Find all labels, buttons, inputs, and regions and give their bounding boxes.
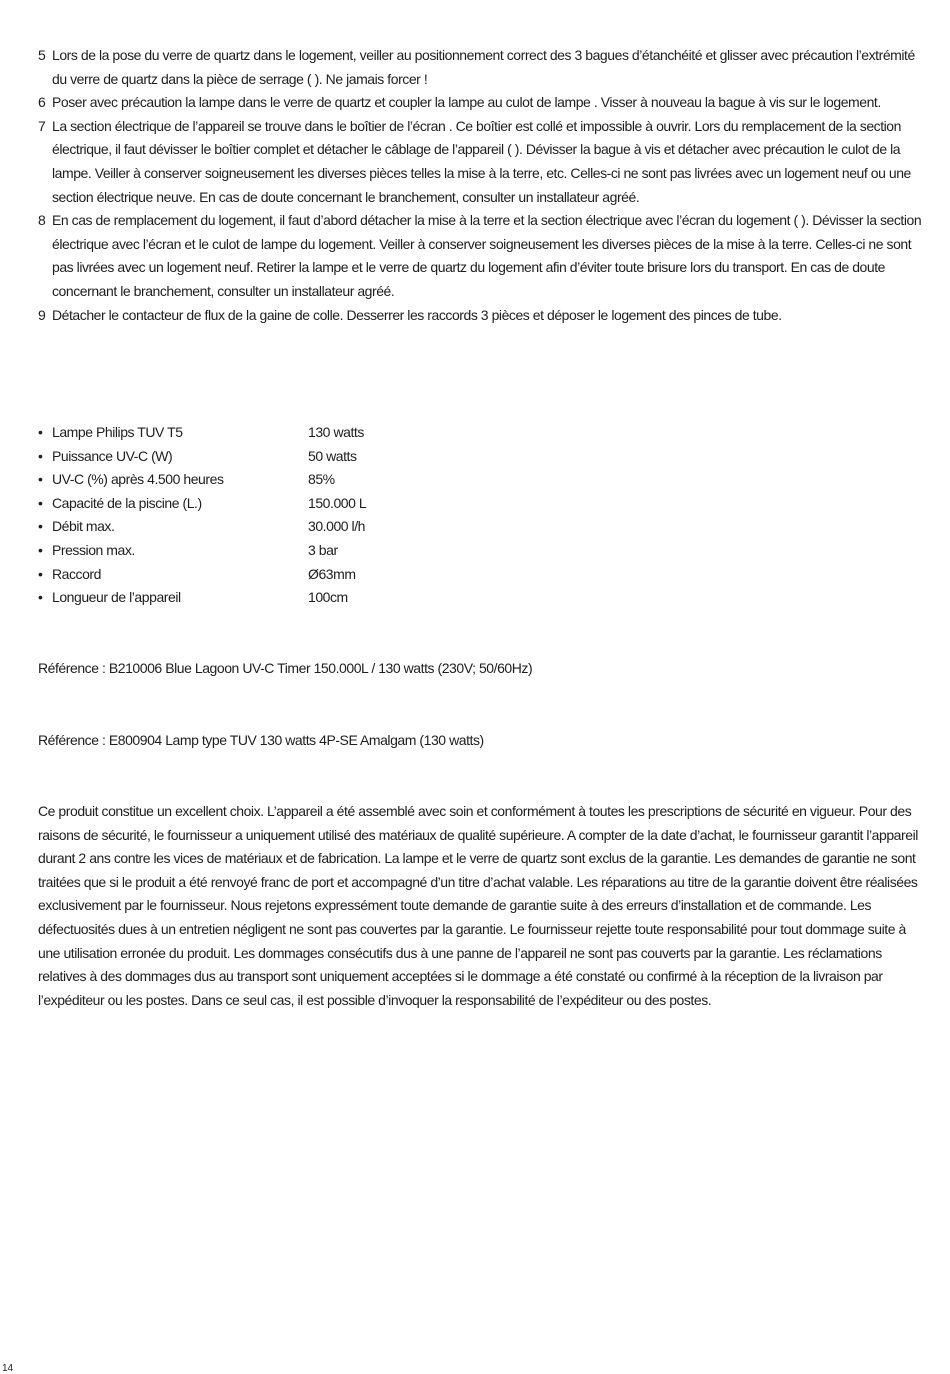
bullet-icon: • xyxy=(38,424,43,440)
step-9 xyxy=(38,304,923,328)
bullet-icon: • xyxy=(38,518,43,535)
spec-label: Pression max. xyxy=(52,541,135,558)
spec-value: Ø63mm xyxy=(308,565,356,582)
spec-value: 30.000 l/h xyxy=(308,518,365,535)
spec-label: Débit max. xyxy=(52,518,115,535)
bullet-icon: • xyxy=(38,494,43,511)
instruction-steps xyxy=(38,44,923,327)
step-number: 9 xyxy=(38,306,46,323)
warranty-paragraph: Ce produit constitue un excellent choix. L’appareil a été assemblé avec soin et conformément à toutes les prescriptions de sécurité en vigueur. Pour des raisons de sécurité, le fournisseur a uniquement utilisé des matériaux de qualité supérieure. A compter de la date d’achat, le fournisseur garantit l’appareil durant 2 ans contre les vices de matériaux et de fabrication. La lampe et le verre de quartz sont exclus de la garantie. Les demandes de garantie ne sont traitées que si le produit a été renvoyé franc de port et accompagné d’un titre d’achat valable. Les réparations au titre de la garantie doivent être réalisées exclusivement par le fournisseur. Nous rejetons expressément toute demande de garantie suite à des erreurs d’installation et de commande. Les défectuosités dues à un entretien négligent ne sont pas couvertes par la garantie. Le fournisseur rejette toute responsabilité pour tout dommage suite à une utilisation erronée du produit. Les dommages consécutifs dus à une panne de l’appareil ne sont pas couverts par la garantie. Les réclamations relatives à des dommages dus au transport sont uniquement acceptées si le dommage a été constaté ou confirmé à la réception de la livraison par l’expéditeur ou les postes. Dans ce seul cas, il est possible d’invoquer la responsabilité de l’expéditeur ou des postes. xyxy=(38,803,918,1008)
bullet-icon: • xyxy=(38,565,43,582)
step-7 xyxy=(38,115,923,209)
page-number: 14 xyxy=(2,1363,14,1374)
step-6 xyxy=(38,91,923,115)
spec-label: Puissance UV-C (W) xyxy=(52,447,173,464)
spec-value: 50 watts xyxy=(308,447,357,464)
spec-row xyxy=(38,515,538,539)
spec-row xyxy=(38,421,538,445)
step-5 xyxy=(38,44,923,91)
bullet-icon: • xyxy=(38,471,43,488)
step-number: 5 xyxy=(38,47,46,63)
spec-value: 3 bar xyxy=(308,541,338,558)
spec-value: 150.000 L xyxy=(308,494,367,511)
step-text: Poser avec précaution la lampe dans le verre de quartz et coupler la lampe au culot de lampe . Visser à nouveau la bague à vis sur le logement. xyxy=(52,94,881,111)
reference-device: Référence : B210006 Blue Lagoon UV-C Timer 150.000L / 130 watts (230V; 50/60Hz) xyxy=(38,660,533,676)
bullet-icon: • xyxy=(38,541,43,558)
spec-label: Raccord xyxy=(52,565,101,582)
spec-row xyxy=(38,468,538,492)
spec-value: 100cm xyxy=(308,589,348,606)
step-text: La section électrique de l’appareil se trouve dans le boîtier de l’écran . Ce boîtier est collé et impossible à ouvrir. Lors du remplacement de la section électrique, il faut dévisser le boîtier complet et détacher le câblage de l’appareil ( ). Dévisser la bague à vis et détacher avec précaution le culot de la lampe. Veiller à conserver soigneusement les diverses pièces telles la mise à la terre, etc. Celles-ci ne sont pas livrées avec un logement neuf ou une section électrique neuve. En cas de doute concernant le branchement, consulter un installateur agréé. xyxy=(52,117,911,205)
step-text: Lors de la pose du verre de quartz dans le logement, veiller au positionnement correct des 3 bagues d’étanchéité et glisser avec précaution l’extrémité du verre de quartz dans la pièce de serrage ( ). Ne jamais forcer ! xyxy=(52,47,915,87)
technical-specs-list xyxy=(38,421,538,610)
step-number: 7 xyxy=(38,117,46,134)
spec-row xyxy=(38,492,538,516)
step-text: En cas de remplacement du logement, il faut d’abord détacher la mise à la terre et la section électrique avec l’écran du logement ( ). Dévisser la section électrique avec l’écran et le culot de lampe du logement. Veiller à conserver soigneusement les diverses pièces de la mise à la terre. Celles-ci ne sont pas livrées avec un logement neuf. Retirer la lampe et le verre de quartz du logement afin d’éviter toute brisure lors du transport. En cas de doute concernant le branchement, consulter un installateur agréé. xyxy=(52,212,922,299)
step-text: Détacher le contacteur de flux de la gaine de colle. Desserrer les raccords 3 pièces et déposer le logement des pinces de tube. xyxy=(52,306,782,323)
spec-row xyxy=(38,445,538,469)
step-number: 8 xyxy=(38,212,46,229)
spec-row xyxy=(38,563,538,587)
spec-label: Lampe Philips TUV T5 xyxy=(52,424,183,440)
step-8 xyxy=(38,209,923,303)
spec-row xyxy=(38,586,538,610)
spec-label: UV-C (%) après 4.500 heures xyxy=(52,471,224,488)
spec-row xyxy=(38,539,538,563)
bullet-icon: • xyxy=(38,447,43,464)
spec-value: 130 watts xyxy=(308,424,364,440)
step-number: 6 xyxy=(38,94,46,111)
spec-label: Longueur de l’appareil xyxy=(52,589,181,606)
reference-lamp: Référence : E800904 Lamp type TUV 130 watts 4P-SE Amalgam (130 watts) xyxy=(38,732,484,748)
spec-value: 85% xyxy=(308,471,335,488)
bullet-icon: • xyxy=(38,589,43,606)
spec-label: Capacité de la piscine (L.) xyxy=(52,494,202,511)
